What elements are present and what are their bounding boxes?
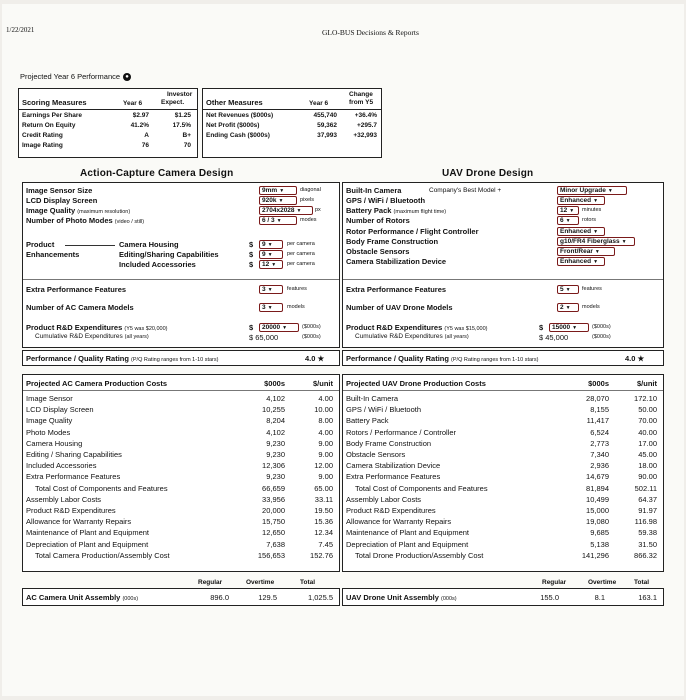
cost-row-label: Battery Pack — [346, 416, 389, 426]
uav-design-box: Built-In Camera Company's Best Model + Minor Upgrade ▼ GPS / WiFi / Bluetooth Enhanced ▼ Battery Pack (maximum flight time) 12 ▼ minutes Number of Rotors 6 ▼ rotors Rotor Performance / Flight Controller Enhanced ▼ Body Frame Construction g10/FR4 Fiberglass ▼ Obstacle Sensors Front/Rear ▼ Camera Stabilization Device Enhanced ▼ Extra Performance Features 5 ▼ features Number of UAV Drone Models 2 ▼ models Product R&D Expenditures (Y5 was $15,000) $ 15000 ▼ ($000s) Cumulative R&D Expenditures (all years) $ 45,000 ($000s) — [342, 182, 664, 348]
cost-row-total: 15,750 — [262, 517, 285, 527]
body-label: Body Frame Construction — [346, 237, 439, 246]
uav-camera-note: Company's Best Model + — [429, 187, 502, 194]
other-col-chg-top: Change — [349, 91, 373, 98]
cam-cum-unit: ($000s) — [302, 334, 321, 340]
cam-assembly-total: 1,025.5 — [307, 593, 333, 602]
scoring-col-year: Year 6 — [123, 100, 143, 107]
cost-row-label: Extra Performance Features — [26, 472, 121, 482]
cost-row-total: 6,524 — [590, 427, 609, 437]
scoring-col-inv-bot: Expect. — [161, 99, 185, 106]
cam-models-unit: models — [287, 304, 305, 310]
cost-row-unit: 18.00 — [638, 461, 657, 471]
cost-row-total: 20,000 — [262, 506, 285, 515]
quality-label: Image Quality (maximum resolution) — [26, 206, 131, 215]
cost-row-total: 7,340 — [590, 450, 609, 459]
cam-extra-unit: features — [287, 286, 307, 292]
uav-extra-label: Extra Performance Features — [346, 285, 447, 294]
uav-models-label: Number of UAV Drone Models — [346, 303, 453, 312]
cost-row-label: LCD Display Screen — [26, 405, 94, 415]
cost-row-unit: 9.00 — [318, 438, 333, 448]
lcd-unit: pixels — [300, 197, 315, 203]
cost-row-unit: 17.00 — [638, 438, 657, 448]
other-row-year: 59,362 — [317, 122, 337, 129]
camera-costs-col1: $000s — [264, 379, 285, 388]
cost-row-unit: 12.00 — [314, 461, 333, 471]
cost-row-total: 19,080 — [586, 517, 609, 527]
cost-row-label: Product R&D Expenditures — [346, 506, 436, 515]
report-date: 1/22/2021 — [6, 26, 35, 34]
scoring-row-year: A — [144, 132, 149, 139]
uav-extra-unit: features — [582, 286, 602, 292]
uav-design-title: UAV Drone Design — [442, 168, 534, 179]
scoring-row-year: 41.2% — [130, 122, 149, 129]
uav-costs-col1: $000s — [588, 379, 609, 388]
rotors-select[interactable]: 6 ▼ — [557, 216, 579, 225]
cost-row-unit: 45.00 — [638, 450, 657, 459]
cost-row-label: GPS / WiFi / Bluetooth — [346, 405, 422, 415]
sensor-select[interactable]: 9mm ▼ — [259, 186, 297, 195]
cost-row-unit: 19.50 — [314, 506, 333, 515]
cost-row-label: Camera Housing — [26, 438, 83, 448]
cost-row-total: 9,230 — [266, 472, 285, 482]
cost-row-label: Total Cost of Components and Features — [355, 483, 488, 493]
camera-costs-table — [22, 374, 340, 572]
cost-row-label: Body Frame Construction — [346, 438, 432, 448]
cost-row-label: Assembly Labor Costs — [346, 494, 422, 504]
editing-select[interactable]: 9 ▼ — [259, 250, 283, 259]
uav-assembly-h2: Overtime — [588, 579, 617, 586]
cam-rating-box — [22, 350, 340, 366]
uav-assembly-overtime: 8.1 — [594, 593, 605, 602]
cost-row-unit: 40.00 — [638, 427, 657, 437]
uav-cum-unit: ($000s) — [592, 334, 611, 340]
cost-row-unit: 65.00 — [314, 483, 333, 493]
cost-row-unit: 33.11 — [314, 494, 333, 504]
cam-models-select[interactable]: 3 ▼ — [259, 303, 283, 312]
cost-row-unit: 866.32 — [634, 550, 657, 560]
cost-row-total: 10,255 — [262, 405, 285, 415]
cam-extra-label: Extra Performance Features — [26, 285, 127, 294]
cost-row-unit: 8.00 — [318, 416, 333, 426]
cost-row-total: 9,230 — [266, 450, 285, 459]
cost-row-total: 12,650 — [262, 528, 285, 538]
cost-row-total: 81,894 — [586, 483, 609, 493]
pe-label2: Enhancements — [26, 250, 80, 259]
uav-models-unit: models — [582, 304, 600, 310]
info-icon[interactable]: ● — [123, 73, 131, 81]
lcd-label: LCD Display Screen — [26, 196, 98, 205]
other-title: Other Measures — [206, 98, 263, 107]
editing-label: Editing/Sharing Capabilities — [119, 250, 219, 259]
cost-row-label: Maintenance of Plant and Equipment — [26, 528, 149, 538]
cost-row-total: 12,306 — [262, 461, 285, 471]
other-row-year: 37,993 — [317, 132, 337, 139]
uav-costs-table — [342, 374, 664, 572]
accessories-select[interactable]: 12 ▼ — [259, 260, 283, 269]
uav-rating-box — [342, 350, 664, 366]
other-row-chg: +36.4% — [354, 112, 377, 119]
cost-row-unit: 70.00 — [638, 416, 657, 426]
cost-row-total: 66,659 — [262, 483, 285, 493]
cost-row-unit: 4.00 — [318, 427, 333, 437]
housing-unit: per camera — [287, 241, 315, 247]
cam-cum-label: Cumulative R&D Expenditures (all years) — [35, 333, 149, 340]
cost-row-total: 2,936 — [590, 461, 609, 471]
uav-assembly-total: 163.1 — [638, 593, 657, 602]
cost-row-label: Depreciation of Plant and Equipment — [346, 539, 469, 549]
other-row-chg: +295.7 — [356, 122, 377, 129]
cost-row-unit: 172.10 — [634, 394, 657, 403]
cam-assembly-h2: Overtime — [246, 579, 275, 586]
scoring-row-inv: 17.5% — [172, 122, 191, 129]
accessories-label: Included Accessories — [119, 260, 196, 269]
rotors-unit: rotors — [582, 217, 597, 223]
editing-unit: per camera — [287, 251, 315, 257]
other-measures-box — [202, 88, 382, 158]
scoring-row-inv: $1.25 — [174, 112, 191, 119]
cam-rd-input[interactable]: 20000 ▼ — [259, 323, 299, 332]
cost-row-unit: 64.37 — [638, 494, 657, 504]
scoring-row-label: Image Rating — [22, 142, 63, 149]
cost-row-label: Editing / Sharing Capabilities — [26, 450, 122, 459]
uav-rd-unit: ($000s) — [592, 324, 611, 330]
modes-select[interactable]: 6 / 3 ▼ — [259, 216, 297, 225]
cam-assembly-h3: Total — [300, 579, 316, 586]
cam-assembly-label: AC Camera Unit Assembly (000s) — [26, 593, 139, 602]
battery-label: Battery Pack (maximum flight time) — [346, 206, 447, 215]
camera-design-title: Action-Capture Camera Design — [80, 168, 234, 179]
cam-assembly-regular: 896.0 — [210, 593, 229, 602]
cam-rd-unit: ($000s) — [302, 324, 321, 330]
scoring-measures-box — [18, 88, 198, 158]
uav-models-select[interactable]: 2 ▼ — [557, 303, 579, 312]
cost-row-total: 28,070 — [586, 394, 609, 403]
cost-row-total: 156,653 — [257, 550, 285, 560]
cost-row-label: Rotors / Performance / Controller — [346, 427, 457, 437]
other-row-chg: +32,993 — [353, 132, 377, 139]
cost-row-total: 2,773 — [590, 438, 609, 448]
cost-row-label: Camera Stabilization Device — [346, 461, 441, 471]
uav-camera-select[interactable]: Minor Upgrade ▼ — [557, 186, 627, 195]
cam-assembly-box — [22, 588, 340, 606]
uav-rd-label: Product R&D Expenditures (Y5 was $15,000) — [346, 323, 488, 332]
cost-row-label: Extra Performance Features — [346, 472, 441, 482]
cost-row-unit: 10.00 — [314, 405, 333, 415]
battery-unit: minutes — [582, 207, 602, 213]
cost-row-label: Assembly Labor Costs — [26, 494, 102, 504]
quality-unit: px — [315, 207, 321, 213]
cost-row-unit: 12.34 — [314, 528, 333, 538]
uav-cum-value: $ 45,000 — [539, 333, 569, 342]
rotors-label: Number of Rotors — [346, 216, 410, 225]
sensor-label: Image Sensor Size — [26, 186, 93, 195]
cost-row-label: Included Accessories — [26, 461, 97, 471]
cost-row-total: 33,956 — [262, 494, 285, 504]
rotor-perf-label: Rotor Performance / Flight Controller — [346, 227, 479, 236]
cost-row-unit: 59.38 — [638, 528, 657, 538]
cost-row-total: 8,204 — [266, 416, 285, 426]
modes-label: Number of Photo Modes (video / still) — [26, 216, 145, 225]
scoring-row-label: Earnings Per Share — [22, 112, 82, 119]
cost-row-total: 9,685 — [590, 528, 609, 538]
uav-costs-col2: $/unit — [637, 379, 657, 388]
cam-rating-label: Performance / Quality Rating (P/Q Rating ranges from 1-10 stars) — [26, 354, 219, 363]
scoring-row-label: Credit Rating — [22, 132, 63, 139]
cost-row-label: Built-In Camera — [346, 394, 399, 403]
obstacle-label: Obstacle Sensors — [346, 247, 410, 256]
camera-costs-col2: $/unit — [313, 379, 333, 388]
sensor-unit: diagonal — [300, 187, 321, 193]
scoring-row-label: Return On Equity — [22, 122, 76, 129]
cost-row-label: Allowance for Warranty Repairs — [26, 517, 132, 527]
cost-row-unit: 9.00 — [318, 450, 333, 459]
gps-select[interactable]: Enhanced ▼ — [557, 196, 605, 205]
report-header: GLO-BUS Decisions & Reports — [322, 28, 419, 37]
quality-select[interactable]: 2704x2028 ▼ — [259, 206, 313, 215]
uav-assembly-regular: 155.0 — [540, 593, 559, 602]
cost-row-unit: 4.00 — [318, 394, 333, 403]
cost-row-unit: 50.00 — [638, 405, 657, 415]
cost-row-label: Image Sensor — [26, 394, 73, 403]
cost-row-label: Total Drone Production/Assembly Cost — [355, 550, 484, 560]
scoring-col-inv-top: Investor — [167, 91, 193, 98]
cost-row-label: Product R&D Expenditures — [26, 506, 116, 515]
uav-assembly-box — [342, 588, 664, 606]
cost-row-unit: 90.00 — [638, 472, 657, 482]
cost-row-label: Total Cost of Components and Features — [35, 483, 168, 493]
uav-assembly-h3: Total — [634, 579, 650, 586]
body-select[interactable]: g10/FR4 Fiberglass ▼ — [557, 237, 635, 246]
cost-row-label: Obstacle Sensors — [346, 450, 406, 459]
cost-row-unit: 15.36 — [314, 517, 333, 527]
scoring-row-year: 76 — [141, 142, 149, 149]
cost-row-total: 141,296 — [581, 550, 609, 560]
cost-row-unit: 502.11 — [634, 483, 657, 493]
obstacle-select[interactable]: Front/Rear ▼ — [557, 247, 615, 256]
camera-design-box: Image Sensor Size 9mm ▼ diagonal LCD Display Screen 920k ▼ pixels Image Quality (maximum resolution) 2704x2028 ▼ px Number of Photo Modes (video / still) 6 / 3 ▼ modes Product Enhancements Camera Housing $ 9 ▼ per camera Editing/Sharing Capabilities $ 9 ▼ per camera Included Accessories $ 12 ▼ per camera Extra Performance Features 3 ▼ features Number of AC Camera Models 3 ▼ models Product R&D Expenditures (Y5 was $20,000) $ 20000 ▼ ($000s) Cumulative R&D Expenditures (all years) $ 65,000 ($000s) — [22, 182, 340, 348]
uav-assembly-h1: Regular — [542, 579, 567, 586]
uav-cum-label: Cumulative R&D Expenditures (all years) — [355, 333, 469, 340]
projected-title: Projected Year 6 Performance ● — [20, 72, 131, 81]
camera-costs-title: Projected AC Camera Production Costs — [26, 379, 168, 388]
scoring-title: Scoring Measures — [22, 98, 87, 107]
cost-row-total: 7,638 — [266, 539, 285, 549]
cam-rating-value: 4.0 ★ — [305, 354, 325, 363]
housing-label: Camera Housing — [119, 240, 179, 249]
cam-models-label: Number of AC Camera Models — [26, 303, 134, 312]
scoring-row-year: $2.97 — [132, 112, 149, 119]
other-row-year: 455,740 — [313, 112, 337, 119]
cost-row-unit: 7.45 — [318, 539, 333, 549]
scoring-row-inv: 70 — [183, 142, 191, 149]
battery-select[interactable]: 12 ▼ — [557, 206, 579, 215]
cost-row-label: Image Quality — [26, 416, 73, 426]
cam-rd-label: Product R&D Expenditures (Y5 was $20,000) — [26, 323, 168, 332]
cost-row-label: Photo Modes — [26, 427, 71, 437]
rotor-perf-select[interactable]: Enhanced ▼ — [557, 227, 605, 236]
accessories-unit: per camera — [287, 261, 315, 267]
cam-cum-value: $ 65,000 — [249, 333, 279, 342]
cost-row-label: Maintenance of Plant and Equipment — [346, 528, 469, 538]
cost-row-label: Depreciation of Plant and Equipment — [26, 539, 149, 549]
stab-label: Camera Stabilization Device — [346, 257, 447, 266]
cost-row-unit: 91.97 — [638, 506, 657, 515]
cost-row-total: 5,138 — [590, 539, 609, 549]
other-row-label: Net Revenues ($000s) — [206, 112, 274, 119]
uav-costs-title: Projected UAV Drone Production Costs — [346, 379, 486, 388]
cost-row-total: 4,102 — [266, 394, 285, 403]
report-page — [2, 4, 684, 696]
cost-row-total: 11,417 — [586, 416, 609, 426]
other-col-chg-bot: from Y5 — [349, 99, 374, 106]
cost-row-total: 15,000 — [586, 506, 609, 515]
cost-row-unit: 9.00 — [318, 472, 333, 482]
cost-row-unit: 31.50 — [638, 539, 657, 549]
cost-row-unit: 116.98 — [634, 517, 657, 527]
other-row-label: Ending Cash ($000s) — [206, 132, 270, 139]
other-row-label: Net Profit ($000s) — [206, 122, 260, 129]
uav-assembly-label: UAV Drone Unit Assembly (000s) — [346, 593, 457, 602]
cam-assembly-h1: Regular — [198, 579, 223, 586]
stab-select[interactable]: Enhanced ▼ — [557, 257, 605, 266]
modes-unit: modes — [300, 217, 317, 223]
cost-row-total: 14,679 — [586, 472, 609, 482]
cam-extra-select[interactable]: 3 ▼ — [259, 285, 283, 294]
housing-select[interactable]: 9 ▼ — [259, 240, 283, 249]
uav-camera-label: Built-In Camera — [346, 186, 402, 195]
uav-rating-value: 4.0 ★ — [625, 354, 645, 363]
cam-assembly-overtime: 129.5 — [258, 593, 277, 602]
cost-row-total: 8,155 — [590, 405, 609, 415]
cost-row-label: Total Camera Production/Assembly Cost — [35, 550, 170, 560]
uav-rd-input[interactable]: 15000 ▼ — [549, 323, 589, 332]
uav-rating-label: Performance / Quality Rating (P/Q Rating ranges from 1-10 stars) — [346, 354, 539, 363]
cost-row-total: 4,102 — [266, 427, 285, 437]
cost-row-total: 10,499 — [586, 494, 609, 504]
lcd-select[interactable]: 920k ▼ — [259, 196, 297, 205]
pe-label1: Product — [26, 240, 55, 249]
scoring-row-inv: B+ — [182, 132, 191, 139]
gps-label: GPS / WiFi / Bluetooth — [346, 196, 426, 205]
cost-row-unit: 152.76 — [310, 550, 333, 560]
uav-extra-select[interactable]: 5 ▼ — [557, 285, 579, 294]
cost-row-total: 9,230 — [266, 438, 285, 448]
other-col-year: Year 6 — [309, 100, 329, 107]
cost-row-label: Allowance for Warranty Repairs — [346, 517, 452, 527]
